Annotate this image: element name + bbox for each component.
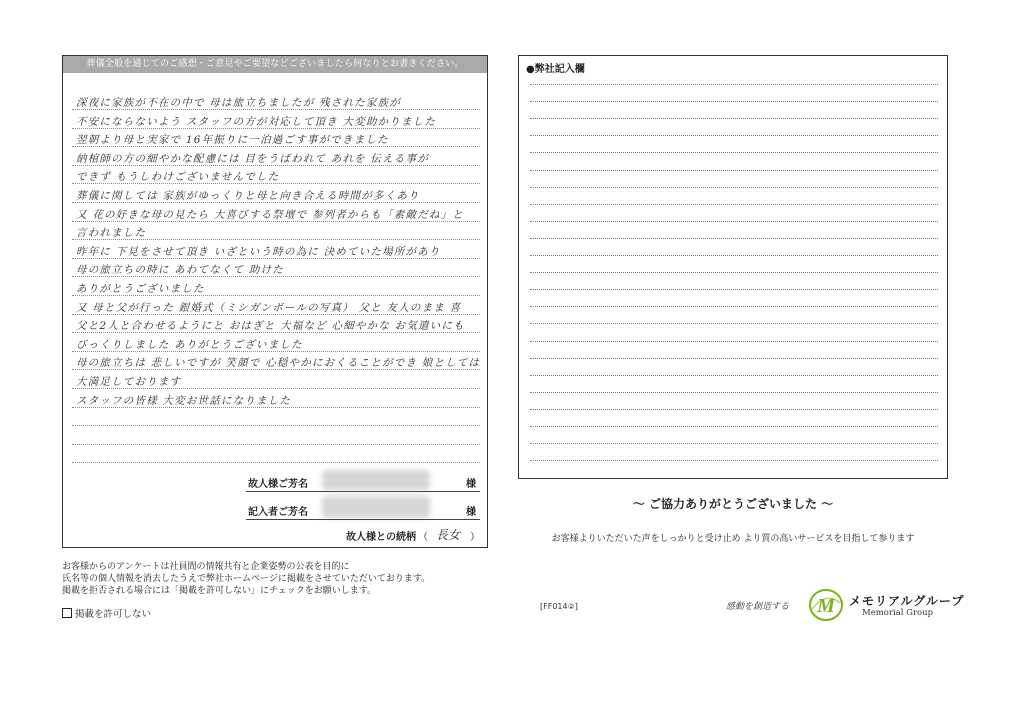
office-use-ruled-line: [530, 306, 938, 307]
writer-name-label: 記入者ご芳名: [248, 507, 308, 518]
office-use-ruled-line: [530, 170, 938, 171]
office-use-ruled-line: [530, 289, 938, 290]
handwritten-comment-line: 葬儀に関しては 家族がゆっくりと母と向き合える時間が多くあり: [76, 190, 420, 202]
writer-name-underline: [246, 519, 480, 520]
comment-form-header: 葬儀全般を通じてのご感想・ご意見やご要望などございましたら何なりとお書きください。: [63, 56, 487, 73]
handwritten-comment-line: できず もうしわけございませんでした: [76, 171, 280, 184]
memorial-group-logo-icon: [807, 587, 845, 623]
deceased-sama: 様: [466, 479, 476, 490]
publish-refusal-checkbox[interactable]: [62, 608, 72, 618]
office-use-ruled-line: [530, 392, 938, 393]
handwritten-comment-line: 翌朝より母と実家で 16年振りに一泊過ごす事ができました: [76, 134, 389, 147]
relation-value: 長女: [436, 528, 461, 542]
office-use-ruled-line: [530, 221, 938, 222]
handwritten-comment-line: ありがとうございました: [76, 283, 205, 295]
office-use-ruled-line: [530, 135, 938, 136]
office-use-ruled-line: [530, 204, 938, 205]
handwritten-comment-line: びっくりしました ありがとうございました: [76, 338, 303, 351]
notice-line-3: 掲載を拒否される場合には「掲載を許可しない」にチェックをお願いします。: [62, 586, 377, 596]
handwritten-comment-line: 又 母と父が行った 銀婚式（ミシガンボールの写真） 父と 友人のまま 喜: [76, 301, 462, 314]
office-use-ruled-line: [530, 358, 938, 359]
svg-text:M: M: [817, 595, 835, 617]
writer-name-redacted: [322, 496, 430, 518]
writer-sama: 様: [466, 507, 476, 518]
service-aim-message: お客様よりいただいた声をしっかりと受け止め より質の高いサービスを目指して参ります: [551, 534, 915, 544]
relation-open-paren: （: [418, 532, 428, 543]
handwritten-comment-line: 母の旅立ちの時に あわてなくて 助けた: [76, 264, 284, 277]
notice-line-1: お客様からのアンケートは社員間の情報共有と企業姿勢の公表を目的に: [62, 562, 350, 572]
office-use-ruled-line: [530, 426, 938, 427]
handwritten-comment-line: 納棺師の方の細やかな配慮には 目をうばわれて あれを 伝える事が: [76, 152, 429, 165]
catchphrase: 感動を創造する: [726, 602, 790, 612]
handwritten-comment-line: スタッフの皆様 大変お世話になりました: [76, 394, 292, 407]
handwritten-comment-line: 大満足しております: [76, 376, 182, 388]
relation-label: 故人様との続柄: [346, 532, 416, 543]
comment-ruled-line: [72, 425, 480, 426]
comment-ruled-line: [72, 462, 480, 463]
handwritten-comment-line: 父と2人と合わせるようにと おはぎと 大福など 心細やかな お気遣いにも: [76, 320, 465, 333]
comment-ruled-line: [72, 444, 480, 445]
comment-lines-area: [62, 73, 488, 463]
handwritten-comment-line: 昨年に 下見をさせて頂き いざという時の為に 決めていた場所があり: [76, 245, 441, 258]
office-use-ruled-line: [530, 118, 938, 119]
form-code: [FF014②]: [540, 602, 578, 611]
office-use-ruled-line: [530, 84, 938, 85]
office-use-ruled-line: [530, 255, 938, 256]
office-use-ruled-line: [530, 341, 938, 342]
publish-refusal-checkbox-row[interactable]: [62, 606, 151, 620]
office-use-ruled-line: [530, 238, 938, 239]
deceased-name-underline: [246, 491, 480, 492]
office-use-ruled-line: [530, 101, 938, 102]
office-use-ruled-line: [530, 443, 938, 444]
thanks-message: ～ ご協力ありがとうございました ～: [632, 497, 834, 511]
handwritten-comment-line: 母の旅立ちは 悲しいですが 笑顔で 心穏やかにおくることができ 娘としては: [76, 357, 481, 370]
logo-name-en: Memorial Group: [862, 608, 934, 618]
office-use-ruled-line: [530, 272, 938, 273]
handwritten-comment-line: 言われました: [76, 227, 147, 240]
office-use-ruled-line: [530, 460, 938, 461]
publish-refusal-label: 掲載を許可しない: [75, 609, 152, 620]
deceased-name-redacted: [322, 470, 430, 490]
office-use-ruled-line: [530, 323, 938, 324]
office-use-ruled-line: [530, 152, 938, 153]
office-use-ruled-line: [530, 187, 938, 188]
office-use-ruled-line: [530, 375, 938, 376]
handwritten-comment-line: 又 花の好きな母の見たら 大喜びする祭壇で 参列者からも「素敵だね」と: [76, 208, 465, 221]
handwritten-comment-line: 不安にならないよう スタッフの方が対応して頂き 大変助かりました: [76, 115, 437, 128]
office-use-title: ●弊社記入欄: [526, 64, 585, 75]
deceased-name-label: 故人様ご芳名: [248, 479, 308, 490]
office-use-ruled-line: [530, 409, 938, 410]
notice-line-2: 氏名等の個人情報を消去したうえで弊社ホームページに掲載をさせていただいております。: [62, 574, 431, 584]
logo-name-jp: メモリアルグループ: [849, 594, 965, 608]
handwritten-comment-line: 深夜に家族が不在の中で 母は旅立ちましたが 残された家族が: [76, 97, 401, 109]
relation-close-paren: ）: [470, 532, 480, 543]
